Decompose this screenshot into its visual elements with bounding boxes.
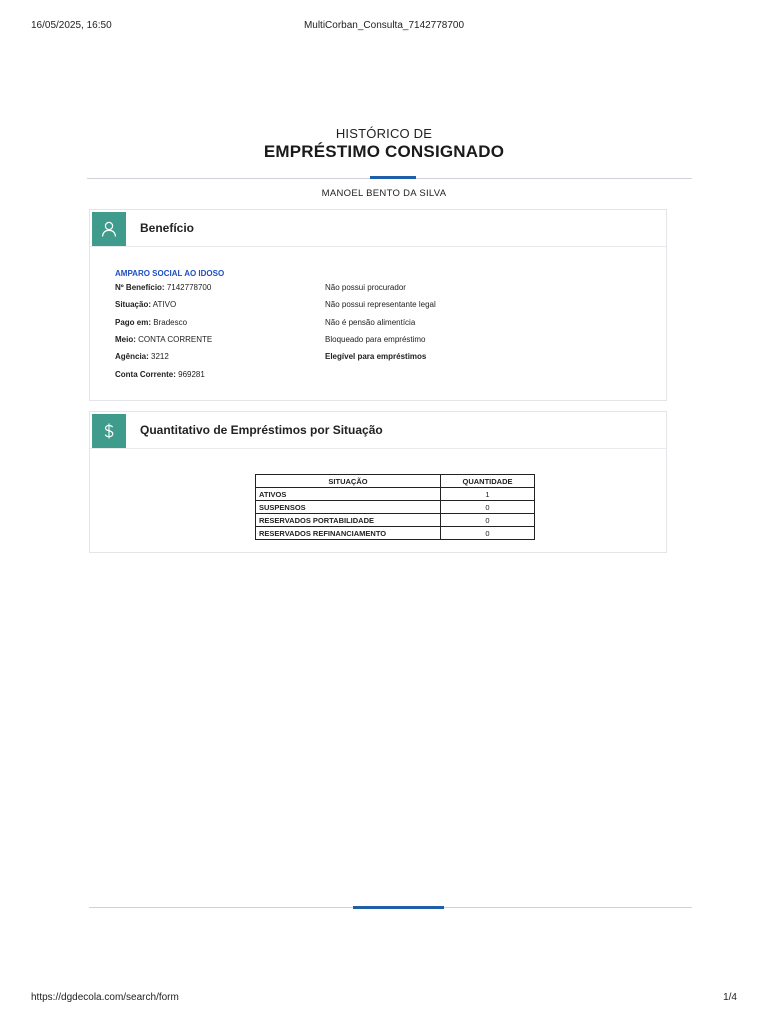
field-label: Meio: [115,335,136,344]
print-page-number: 1/4 [723,992,737,1003]
beneficio-details [90,247,666,400]
situacao-cell: SUSPENSOS [256,501,441,514]
beneficio-type: AMPARO SOCIAL AO IDOSO [115,269,225,278]
field-label: Nº Benefício: [115,283,165,292]
column-header-situacao: SITUAÇÃO [256,475,441,488]
field-value: 7142778700 [166,283,212,292]
situacao-cell: ATIVOS [256,488,441,501]
beneficio-card [89,209,667,401]
beneficio-card-title: Benefício [140,221,195,235]
column-header-quantidade: QUANTIDADE [441,475,535,488]
flag-representante-legal: Não possui representante legal [325,300,436,309]
flag-bloqueado: Bloqueado para empréstimo [325,335,426,344]
field-label: Conta Corrente: [115,370,176,379]
field-agencia [115,352,169,361]
quantitativo-card-header [90,412,666,449]
table-row [256,488,535,501]
quantidade-cell: 0 [441,514,535,527]
field-conta-corrente [115,370,205,379]
flag-pensao-alimenticia: Não é pensão alimentícia [325,318,416,327]
field-value: ATIVO [152,300,177,309]
quantitativo-card-title: Quantitativo de Empréstimos por Situação [140,423,383,437]
field-value: 3212 [151,352,169,361]
table-row [256,514,535,527]
accent-bar-top [370,176,416,179]
title-line-1: HISTÓRICO DE [335,126,433,141]
table-row [256,501,535,514]
print-url[interactable]: https://dgdecola.com/search/form [31,992,179,1003]
person-name: MANOEL BENTO DA SILVA [321,188,447,199]
quantidade-cell: 1 [441,488,535,501]
situacao-cell: RESERVADOS PORTABILIDADE [256,514,441,527]
quantidade-cell: 0 [441,527,535,540]
accent-bar-bottom [353,906,444,909]
field-label: Pago em: [115,318,152,327]
dollar-icon [92,414,126,448]
person-icon [92,212,126,246]
field-value: CONTA CORRENTE [138,335,213,344]
flag-procurador: Não possui procurador [325,283,406,292]
field-situacao [115,300,176,309]
quantitativo-body [90,449,666,552]
field-numero-beneficio [115,283,211,292]
print-datetime: 16/05/2025, 16:50 [31,20,112,31]
table-row [256,527,535,540]
situacao-cell: RESERVADOS REFINANCIAMENTO [256,527,441,540]
table-header-row [256,475,535,488]
field-pago-em [115,318,187,327]
field-meio [115,335,212,344]
document-title [0,126,768,162]
situacao-table [255,474,535,540]
field-value: Bradesco [153,318,188,327]
field-label: Situação: [115,300,152,309]
quantidade-cell: 0 [441,501,535,514]
field-label: Agência: [115,352,149,361]
beneficio-card-header [90,210,666,247]
field-value: 969281 [178,370,205,379]
quantitativo-card [89,411,667,553]
print-doc-title: MultiCorban_Consulta_7142778700 [303,20,465,31]
title-line-2: EMPRÉSTIMO CONSIGNADO [263,142,505,161]
flag-elegivel: Elegível para empréstimos [325,352,427,361]
